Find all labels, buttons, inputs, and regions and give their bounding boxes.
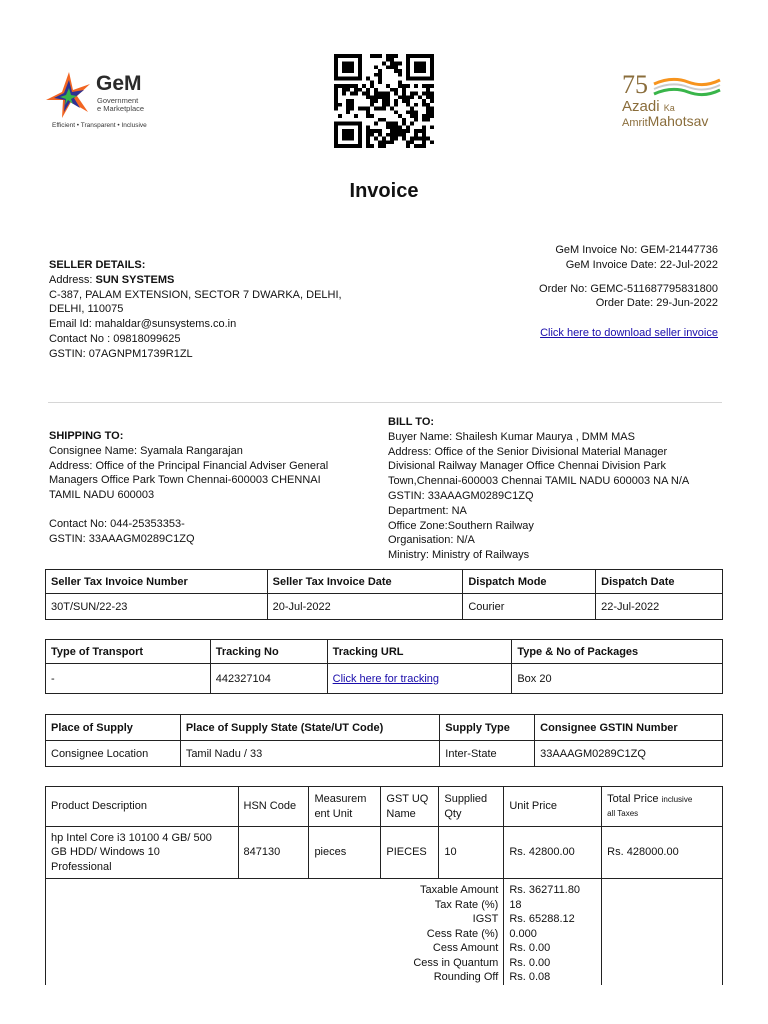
table-header-row: [46, 715, 723, 741]
divider: [48, 402, 722, 403]
table-cell: 33AAAGM0289C1ZQ: [535, 741, 723, 767]
header-total-price: Total Price inclusive all Taxes: [602, 787, 723, 827]
table-cell: 30T/SUN/22-23: [46, 594, 268, 620]
table-row: [46, 594, 723, 620]
table-row: [46, 827, 723, 879]
bill-office-zone: Office Zone:Southern Railway: [388, 519, 534, 532]
bill-department: Department: NA: [388, 504, 467, 517]
shipping-to: [49, 429, 328, 547]
table-header: Type & No of Packages: [512, 640, 723, 664]
table-cell: Box 20: [512, 664, 723, 694]
shipping-address-line1: Address: Office of the Principal Financial Adviser General: [49, 459, 329, 472]
product-gst-uq: PIECES: [381, 827, 439, 879]
gem-star-icon: [44, 70, 94, 120]
seller-address-line1: C-387, PALAM EXTENSION, SECTOR 7 DWARKA, DELHI,: [49, 288, 342, 301]
tax-summary-row: [46, 879, 723, 985]
header-gst-uq-name: GST UQ Name: [381, 787, 439, 827]
azadi-line1: Azadi Ka: [622, 98, 675, 115]
table-header-row: [46, 570, 723, 594]
table-header: Tracking URL: [327, 640, 512, 664]
bill-gstin: GSTIN: 33AAAGM0289C1ZQ: [388, 489, 534, 502]
seller-details: [49, 258, 342, 362]
download-seller-invoice-link[interactable]: Click here to download seller invoice: [540, 327, 718, 340]
table-row: [46, 741, 723, 767]
invoice-meta: [539, 243, 718, 341]
seller-address-label: Address: SUN SYSTEMS: [49, 273, 175, 286]
bill-to: [388, 415, 689, 563]
gem-logo: [44, 70, 174, 132]
seller-contact: Contact No : 09818099625: [49, 332, 181, 345]
tax-summary-empty: [602, 879, 723, 985]
seller-heading: SELLER DETAILS:: [49, 259, 146, 271]
shipping-gstin: GSTIN: 33AAAGM0289C1ZQ: [49, 532, 195, 545]
header-supplied-qty: Supplied Qty: [439, 787, 504, 827]
order-date: Order Date: 29-Jun-2022: [595, 297, 718, 310]
supply-table: [45, 714, 723, 767]
order-no: Order No: GEMC-511687795831800: [539, 282, 718, 295]
table-cell: Tamil Nadu / 33: [180, 741, 439, 767]
buyer-name: Buyer Name: Shailesh Kumar Maurya , DMM MAS: [388, 430, 635, 443]
table-header: Dispatch Mode: [463, 570, 596, 594]
qr-code: [334, 54, 434, 148]
table-header: Seller Tax Invoice Number: [46, 570, 268, 594]
seller-email: Email Id: mahaldar@sunsystems.co.in: [49, 318, 237, 331]
header-hsn-code: HSN Code: [238, 787, 309, 827]
table-header: Type of Transport: [46, 640, 211, 664]
table-cell: 22-Jul-2022: [596, 594, 723, 620]
tax-summary-labels: Taxable Amount Tax Rate (%) IGST Cess Rate (%) Cess Amount Cess in Quantum Rounding Off: [46, 879, 504, 985]
invoice-dispatch-table: [45, 569, 723, 620]
gem-subtitle: Government e Marketplace: [97, 96, 145, 113]
gem-invoice-no: GeM Invoice No: GEM-21447736: [555, 244, 718, 256]
table-cell: 442327104: [210, 664, 327, 694]
product-unit: pieces: [309, 827, 381, 879]
product-table: [45, 786, 723, 985]
table-cell: Consignee Location: [46, 741, 181, 767]
bill-address-line2: Divisional Railway Manager Office Chennai Division Park: [388, 460, 666, 473]
azadi-75: 75: [622, 70, 648, 99]
table-cell: Inter-State: [440, 741, 535, 767]
table-header: Seller Tax Invoice Date: [267, 570, 463, 594]
table-header: Consignee GSTIN Number: [535, 715, 723, 741]
table-header: Place of Supply State (State/UT Code): [180, 715, 439, 741]
table-row: [46, 664, 723, 694]
seller-gstin: GSTIN: 07AGNPM1739R1ZL: [49, 347, 193, 360]
table-cell: [327, 664, 512, 694]
shipping-heading: SHIPPING TO:: [49, 430, 124, 442]
product-qty: 10: [439, 827, 504, 879]
header-product-description: Product Description: [46, 787, 239, 827]
header-measurement-unit: Measurem ent Unit: [309, 787, 381, 827]
seller-company: SUN SYSTEMS: [95, 273, 175, 286]
seller-address-line2: DELHI, 110075: [49, 303, 124, 316]
bill-address-line3: Town,Chennai-600003 Chennai TAMIL NADU 600003 NA N/A: [388, 475, 690, 488]
header-unit-price: Unit Price: [504, 787, 602, 827]
shipping-address-line2: Managers Office Park Town Chennai-600003 CHENNAI: [49, 474, 321, 487]
table-header-row: [46, 640, 723, 664]
table-cell: Courier: [463, 594, 596, 620]
gem-tagline: Efficient • Transparent • Inclusive: [52, 122, 147, 129]
product-total: Rs. 428000.00: [602, 827, 723, 879]
shipping-contact: Contact No: 044-25353353-: [49, 517, 185, 530]
table-header: Dispatch Date: [596, 570, 723, 594]
bill-organisation: Organisation: N/A: [388, 534, 475, 547]
tax-summary-values: Rs. 362711.80 18 Rs. 65288.12 0.000 Rs. 0.00 Rs. 0.00 Rs. 0.08: [504, 879, 602, 985]
table-header: Tracking No: [210, 640, 327, 664]
page-title: Invoice: [349, 180, 419, 202]
transport-table: [45, 639, 723, 694]
shipping-address-line3: TAMIL NADU 600003: [49, 489, 155, 502]
azadi-line2: AmritMahotsav: [622, 113, 709, 129]
bill-to-heading: BILL TO:: [388, 416, 435, 428]
table-header: Supply Type: [440, 715, 535, 741]
table-cell: 20-Jul-2022: [267, 594, 463, 620]
bill-ministry: Ministry: Ministry of Railways: [388, 549, 530, 562]
table-cell: -: [46, 664, 211, 694]
bill-address-line1: Address: Office of the Senior Divisional Material Manager: [388, 445, 668, 458]
product-unit-price: Rs. 42800.00: [504, 827, 602, 879]
gem-invoice-date: GeM Invoice Date: 22-Jul-2022: [565, 258, 718, 271]
product-hsn: 847130: [238, 827, 309, 879]
tracking-link[interactable]: Click here for tracking: [332, 672, 439, 685]
table-header: Place of Supply: [46, 715, 181, 741]
table-header-row: [46, 787, 723, 827]
azadi-ka-amrit-mahotsav-logo: [620, 70, 730, 132]
consignee-name: Consignee Name: Syamala Rangarajan: [49, 444, 243, 457]
product-description: hp Intel Core i3 10100 4 GB/ 500 GB HDD/ Windows 10 Professional: [46, 827, 239, 879]
gem-wordmark: GeM: [96, 72, 142, 95]
